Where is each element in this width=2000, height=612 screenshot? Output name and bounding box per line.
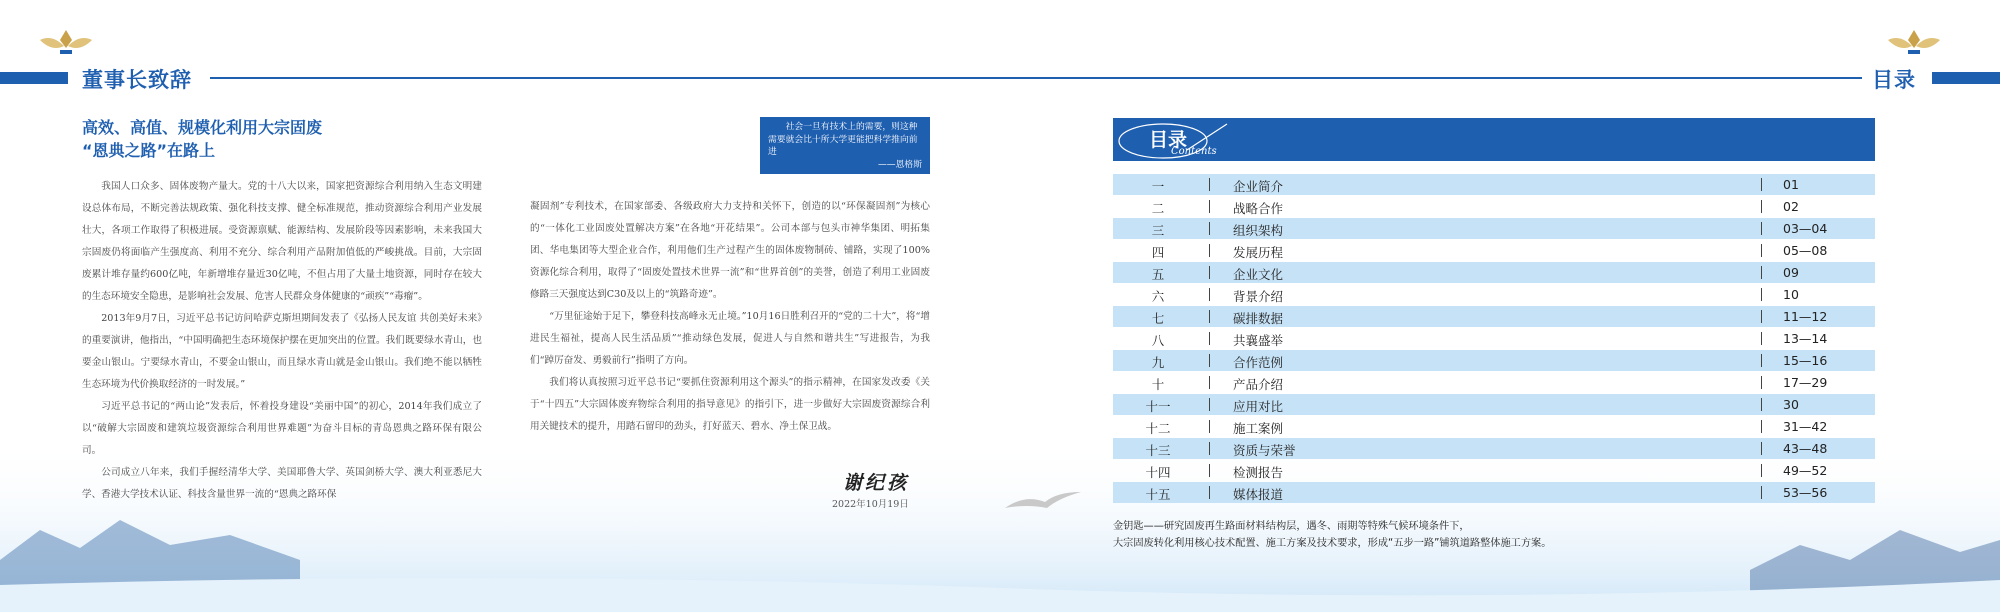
- toc-number: 七: [1151, 311, 1165, 326]
- toc-entry-title: 碳排数据: [1233, 311, 1284, 326]
- toc-number: 九: [1151, 355, 1165, 370]
- toc-entry-title: 组织架构: [1233, 223, 1284, 238]
- divider: [1209, 420, 1210, 433]
- toc-row[interactable]: [1113, 218, 1875, 239]
- toc-entry-title: 发展历程: [1233, 245, 1284, 260]
- divider: [1209, 376, 1210, 389]
- paragraph: 习近平总书记的“两山论”发表后，怀着投身建设“美丽中国”的初心，2014年我们成立了以“破解大宗固废和建筑垃圾资源综合利用世界难题”为奋斗目标的青岛恩典之路环保有限公司。: [82, 401, 482, 456]
- toc-page-range: 43—48: [1783, 441, 1828, 456]
- divider: [1761, 178, 1762, 191]
- divider: [1209, 332, 1210, 345]
- divider: [1761, 464, 1762, 477]
- paragraph: 我们将认真按照习近平总书记“要抓住资源利用这个源头”的指示精神，在国家发改委《关于“十四五”大宗固体废弃物综合利用的指导意见》的指引下，进一步做好大宗固废资源综合利用关键技术的提升，用踏石留印的劲头，打好蓝天、碧水、净土保卫战。: [530, 377, 930, 432]
- toc-row[interactable]: [1113, 482, 1875, 503]
- divider: [1761, 310, 1762, 323]
- company-logo-left: [38, 24, 94, 60]
- toc-entry-title: 产品介绍: [1233, 377, 1284, 392]
- divider: [1209, 288, 1210, 301]
- toc-title: 目录: [1149, 129, 1188, 151]
- toc-row[interactable]: [1113, 350, 1875, 371]
- toc-number: 四: [1151, 245, 1165, 260]
- toc-page-range: 17—29: [1783, 375, 1828, 390]
- toc-entry-title: 企业简介: [1233, 179, 1284, 194]
- toc-number: 三: [1151, 223, 1165, 238]
- toc-number: 十三: [1145, 443, 1171, 458]
- toc-row[interactable]: [1113, 262, 1875, 283]
- toc-page-range: 11—12: [1783, 309, 1828, 324]
- toc-number: 十: [1151, 377, 1165, 392]
- signature: 谢纪孩: [843, 472, 910, 494]
- paragraph: “万里征途始于足下，攀登科技高峰永无止境。”10月16日胜利召开的“党的二十大”，将“增进民生福祉，提高人民生活品质”“推动绿色发展，促进人与自然和谐共生”写进报告，为我们“踔厉奋发、勇毅前行”指明了方向。: [530, 311, 930, 366]
- divider: [1761, 420, 1762, 433]
- toc-entry-title: 施工案例: [1233, 421, 1284, 436]
- toc-entry-title: 共襄盛举: [1233, 333, 1284, 348]
- divider: [1761, 354, 1762, 367]
- toc-number: 十一: [1145, 399, 1171, 414]
- toc-row[interactable]: [1113, 284, 1875, 305]
- toc-page-range: 05—08: [1783, 243, 1828, 258]
- toc-page-range: 49—52: [1783, 463, 1828, 478]
- divider: [1209, 442, 1210, 455]
- toc-subtitle: Contents: [1171, 146, 1217, 157]
- toc-number: 八: [1151, 333, 1165, 348]
- header-bar-left: [0, 72, 68, 84]
- quote-box: [760, 117, 930, 174]
- toc-row[interactable]: [1113, 196, 1875, 217]
- page-title-right: 目录: [1872, 68, 1916, 92]
- toc-header: [1113, 118, 1875, 161]
- toc-row[interactable]: [1113, 460, 1875, 481]
- divider: [1761, 332, 1762, 345]
- header-bar-right: [1932, 72, 2000, 84]
- divider: [1761, 288, 1762, 301]
- divider: [1761, 266, 1762, 279]
- paragraph: 公司成立八年来，我们手握经清华大学、美国耶鲁大学、英国剑桥大学、澳大利亚悉尼大学、香港大学技术认证、科技含量世界一流的“恩典之路环保: [82, 467, 482, 500]
- page-title-left: 董事长致辞: [82, 68, 192, 92]
- toc-row[interactable]: [1113, 394, 1875, 415]
- divider: [1209, 486, 1210, 499]
- signature-date: 2022年10月19日: [832, 499, 909, 510]
- toc-page-range: 31—42: [1783, 419, 1828, 434]
- paragraph: 凝固剂”专利技术，在国家部委、各级政府大力支持和关怀下，创造的以“环保凝固剂”为核心的“一体化工业固废处置解决方案”在各地“开花结果”。公司本部与包头市神华集团、明拓集团、华电集团等大型企业合作，利用他们生产过程产生的固体废物制砖、铺路，实现了100%资源化综合利用，取得了“固废处置技术世界一流”和“世界首创”的美誉，创造了利用工业固废修路三天强度达到C30及以上的“筑路奇迹”。: [530, 201, 930, 300]
- toc-row[interactable]: [1113, 438, 1875, 459]
- paragraph: 我国人口众多、固体废物产量大。党的十八大以来，国家把资源综合利用纳入生态文明建设总体布局，不断完善法规政策、强化科技支撑、健全标准规范，推动资源综合利用产业发展壮大，各项工作取得了积极进展。受资源禀赋、能源结构、发展阶段等因素影响，未来我国大宗固废仍将面临产生强度高、利用不充分、综合利用产品附加值低的严峻挑战。目前，大宗固废累计堆存量约600亿吨，年新增堆存量近30亿吨，不但占用了大量土地资源，同时存在较大的生态环境安全隐患，是影响社会发展、危害人民群众身体健康的“顽疾”“毒瘤”。: [82, 181, 482, 302]
- quote-author: ——恩格斯: [878, 159, 922, 170]
- divider: [1209, 464, 1210, 477]
- divider: [1209, 266, 1210, 279]
- key-note: 金钥匙——研究固废再生路面材料结构层，遇冬、雨期等特殊气候环境条件下， 大宗固废转化利用核心技术配置、施工方案及技术要求，形成“五步一路”铺筑道路整体施工方案。: [1113, 521, 1552, 549]
- divider: [1761, 376, 1762, 389]
- divider: [1209, 178, 1210, 191]
- paragraph: 2013年9月7日，习近平总书记访问哈萨克斯坦期间发表了《弘扬人民友谊 共创美好未来》的重要演讲，他指出，“中国明确把生态环境保护摆在更加突出的位置。我们既要绿水青山，也要金山银山。宁要绿水青山，不要金山银山，而且绿水青山就是金山银山。我们绝不能以牺牲生态环境为代价换取经济的一时发展。”: [82, 313, 482, 390]
- toc-page-range: 09: [1783, 265, 1799, 280]
- divider: [1761, 200, 1762, 213]
- toc-page-range: 13—14: [1783, 331, 1828, 346]
- toc-row[interactable]: [1113, 328, 1875, 349]
- divider: [1209, 222, 1210, 235]
- toc-entry-title: 应用对比: [1233, 399, 1284, 414]
- divider: [1209, 200, 1210, 213]
- divider: [1209, 244, 1210, 257]
- toc-entry-title: 资质与荣誉: [1233, 443, 1296, 458]
- toc-row[interactable]: [1113, 174, 1875, 195]
- toc-page-range: 53—56: [1783, 485, 1828, 500]
- toc-page-range: 30: [1783, 397, 1799, 412]
- toc-entry-title: 合作范例: [1233, 355, 1284, 370]
- toc-number: 十五: [1145, 487, 1171, 502]
- toc-entry-title: 检测报告: [1233, 465, 1284, 480]
- divider: [1761, 222, 1762, 235]
- toc-row[interactable]: [1113, 240, 1875, 261]
- toc-page-range: 02: [1783, 199, 1799, 214]
- divider: [1761, 244, 1762, 257]
- toc-number: 二: [1151, 201, 1165, 216]
- letter-column-1: [82, 176, 482, 506]
- quote-text: 社会一旦有技术上的需要，则这种需要就会比十所大学更能把科学推向前进: [768, 122, 918, 157]
- toc-row[interactable]: [1113, 416, 1875, 437]
- divider: [1209, 310, 1210, 323]
- toc-number: 五: [1151, 267, 1165, 282]
- letter-column-2: [530, 196, 930, 438]
- toc-page-range: 01: [1783, 177, 1799, 192]
- toc-number: 一: [1151, 179, 1165, 194]
- header-rule: [210, 77, 1862, 79]
- company-logo-right: [1886, 24, 1942, 60]
- toc-row[interactable]: [1113, 306, 1875, 327]
- divider: [1761, 442, 1762, 455]
- divider: [1761, 486, 1762, 499]
- divider: [1209, 398, 1210, 411]
- toc-entry-title: 战略合作: [1233, 201, 1284, 216]
- toc-page-range: 10: [1783, 287, 1799, 302]
- toc-entry-title: 企业文化: [1233, 267, 1284, 282]
- toc-page-range: 03—04: [1783, 221, 1828, 236]
- toc-entry-title: 媒体报道: [1233, 487, 1284, 502]
- toc-page-range: 15—16: [1783, 353, 1828, 368]
- toc-number: 六: [1151, 289, 1165, 304]
- toc-row[interactable]: [1113, 372, 1875, 393]
- letter-headline: 高效、高值、规模化利用大宗固废 “恩典之路”在路上: [82, 118, 323, 160]
- toc-number: 十二: [1145, 421, 1171, 436]
- toc-number: 十四: [1145, 465, 1171, 480]
- toc-entry-title: 背景介绍: [1233, 289, 1284, 304]
- divider: [1761, 398, 1762, 411]
- divider: [1209, 354, 1210, 367]
